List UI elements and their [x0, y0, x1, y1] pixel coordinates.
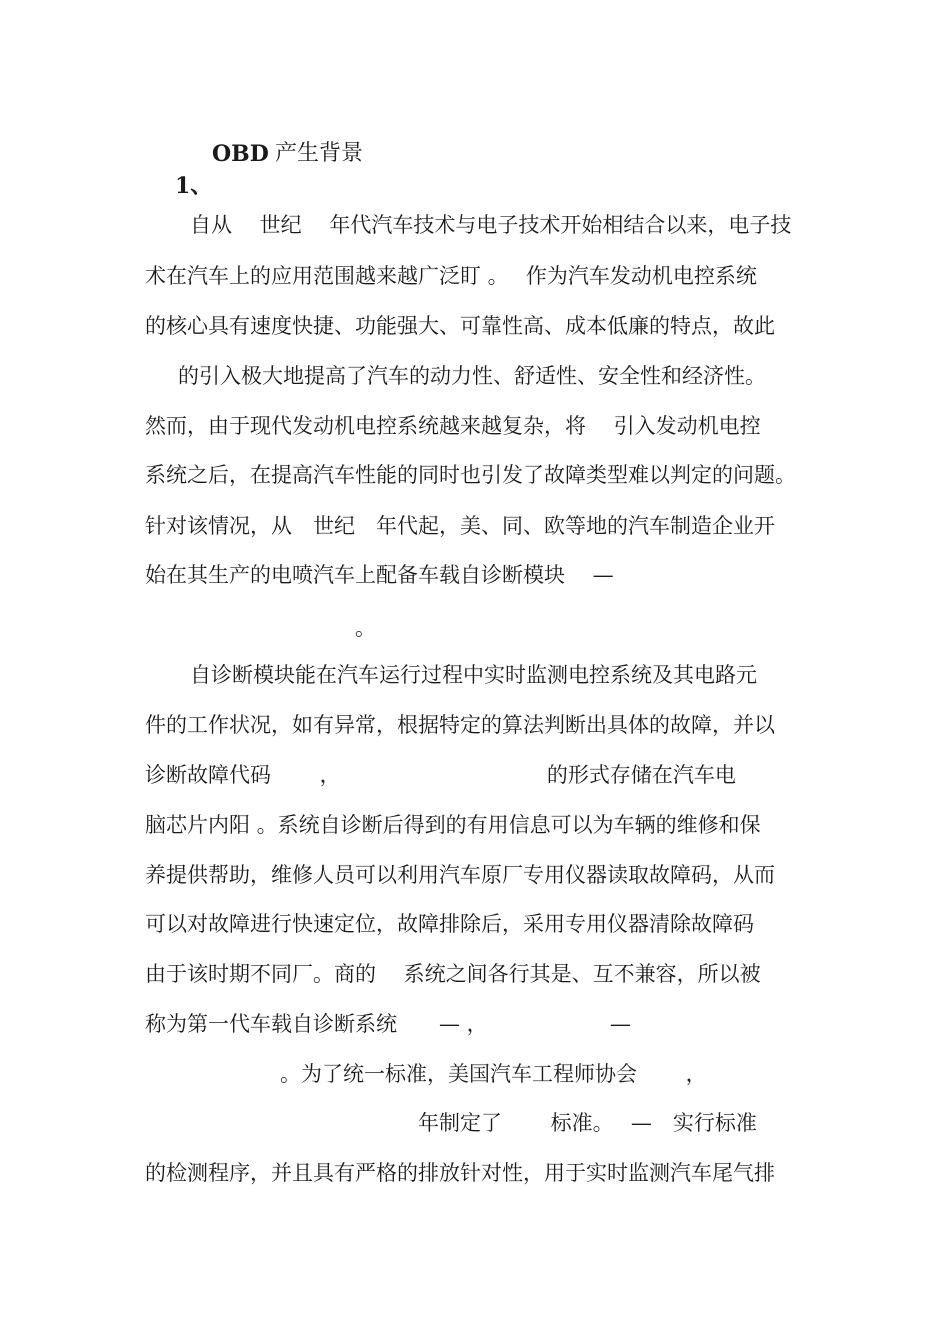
paragraph-line: 。	[355, 616, 376, 640]
paragraph-line: 的检测程序，并且具有严格的排放针对性，用于实时监测汽车尾气排	[145, 1161, 775, 1185]
paragraph-line: 始在其生产的电喷汽车上配备车载自诊断模块 —	[145, 563, 614, 587]
paragraph-line: 。为了统一标准，美国汽车工程师协会 ，	[280, 1062, 707, 1086]
paragraph-line: 年制定了 标准。 — 实行标准	[418, 1111, 757, 1135]
paragraph-line: 针对该情况，从 世纪 年代起，美、同、欧等地的汽车制造企业开	[145, 514, 775, 538]
paragraph-line: 脑芯片内阳 。系统自诊断后得到的有用信息可以为车辆的维修和保	[145, 813, 761, 837]
paragraph-line: 养提供帮助，维修人员可以利用汽车原厂专用仪器读取故障码，从而	[145, 863, 775, 887]
section-title: 产生背景	[275, 141, 364, 166]
section-code: OBD	[212, 141, 269, 167]
paragraph-line: 的引入极大地提高了汽车的动力性、舒适性、安全性和经济性。	[178, 364, 766, 388]
paragraph-line: 由于该时期不同厂。商的 系统之间各行其是、互不兼容，所以被	[145, 962, 761, 986]
paragraph-line: 自从 世纪 年代汽车技术与电子技术开始相结合以来，电子技	[190, 213, 792, 237]
paragraph-line: 可以对故障进行快速定位，故障排除后，采用专用仪器清除故障码	[145, 912, 754, 936]
paragraph-line: 的核心具有速度快捷、功能强大、可靠性高、成本低廉的特点，故此	[145, 314, 775, 338]
paragraph-line: 称为第一代车载自诊断系统 — ， —	[145, 1012, 631, 1036]
paragraph-line: 然而，由于现代发动机电控系统越来越复杂，将 引入发动机电控	[145, 414, 761, 438]
paragraph-line: 系统之后，在提高汽车性能的同时也引发了故障类型难以判定的问题。	[145, 463, 796, 487]
paragraph-line: 术在汽车上的应用范围越来越广泛盯 。 作为汽车发动机电控系统	[145, 264, 757, 288]
paragraph-line: 自诊断模块能在汽车运行过程中实时监测电控系统及其电路元	[190, 663, 757, 687]
paragraph-line: 件的工作状况，如有异常，根据特定的算法判断出具体的故障，并以	[145, 713, 775, 737]
section-number: 1、	[174, 173, 213, 199]
paragraph-line: 诊断故障代码 ， 的形式存储在汽车电	[145, 763, 736, 787]
